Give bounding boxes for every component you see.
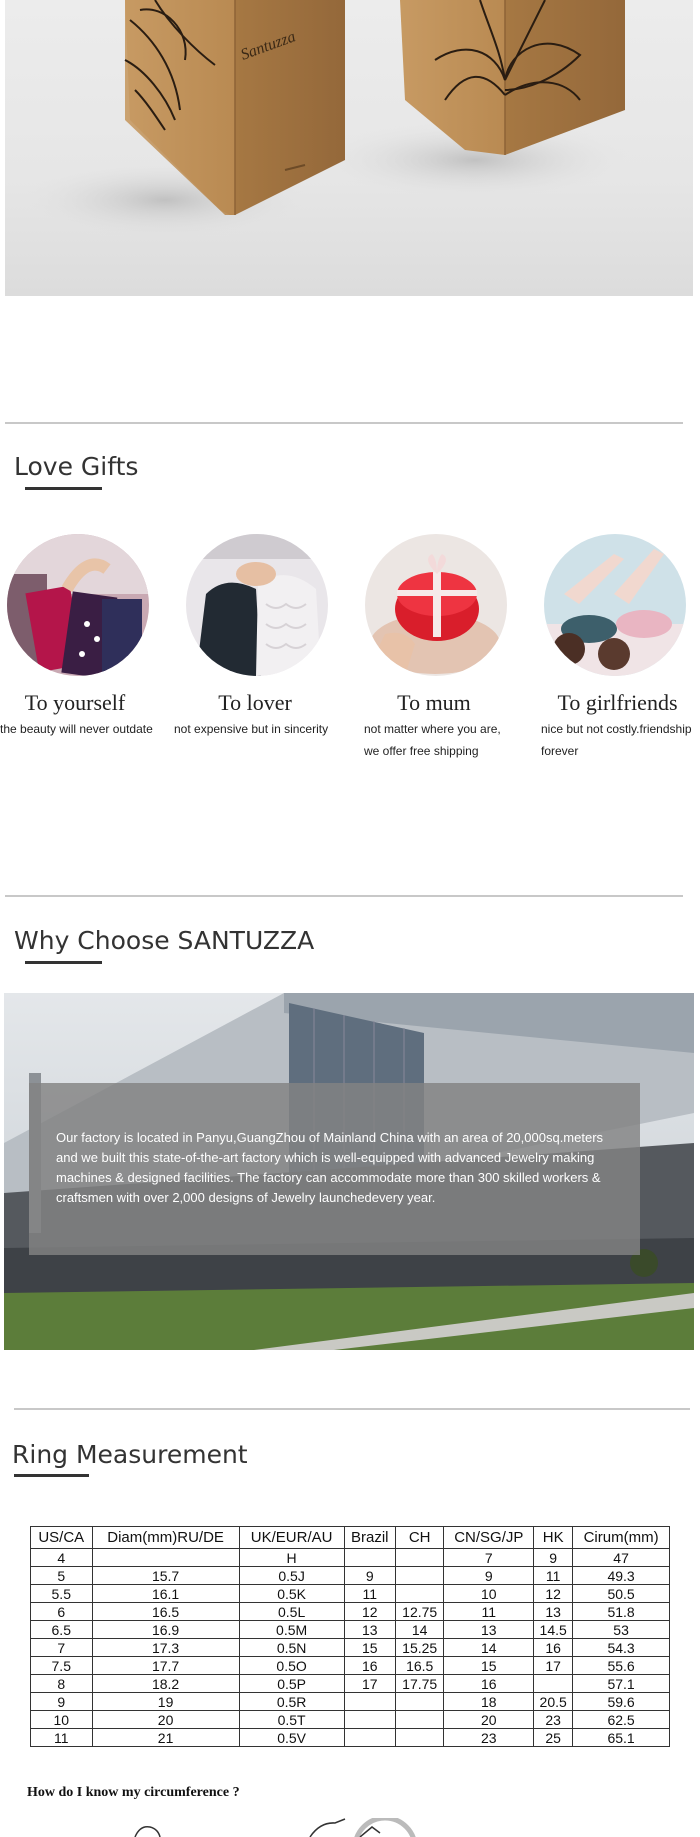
table-cell: 51.8 (573, 1603, 670, 1621)
title-underline (25, 961, 102, 964)
circumference-question: How do I know my circumference ? (27, 1785, 240, 1800)
table-cell: 12 (344, 1603, 395, 1621)
table-cell: 49.3 (573, 1567, 670, 1585)
gift-desc-girlfriends: nice but not costly.friendship forever (541, 722, 692, 758)
table-cell: 11 (534, 1567, 573, 1585)
table-cell: 17.75 (395, 1675, 443, 1693)
table-row (31, 1603, 670, 1621)
table-cell: 7 (31, 1639, 93, 1657)
table-cell: 10 (444, 1585, 534, 1603)
table-row (31, 1549, 670, 1567)
table-cell: 5 (31, 1567, 93, 1585)
table-cell: 5.5 (31, 1585, 93, 1603)
table-cell: 0.5L (239, 1603, 344, 1621)
table-cell: 50.5 (573, 1585, 670, 1603)
table-cell: 18 (444, 1693, 534, 1711)
table-cell: 16 (444, 1675, 534, 1693)
table-cell: 17 (344, 1675, 395, 1693)
section-title-ring-measurement: Ring Measurement (12, 1440, 248, 1469)
title-underline (25, 487, 102, 490)
table-header-row (31, 1527, 670, 1549)
gift-desc-yourself: the beauty will never outdate (0, 722, 153, 736)
table-cell: 17 (534, 1657, 573, 1675)
section-divider (14, 1408, 690, 1410)
table-cell (395, 1585, 443, 1603)
table-cell: 15 (444, 1657, 534, 1675)
table-cell: 17.3 (92, 1639, 239, 1657)
table-row (31, 1675, 670, 1693)
gift-image-couple (186, 534, 328, 676)
table-cell: 20.5 (534, 1693, 573, 1711)
table-cell: 19 (92, 1693, 239, 1711)
gift-image-shopping-bags (7, 534, 149, 676)
table-cell: 47 (573, 1549, 670, 1567)
hero-gift-boxes-image (5, 0, 693, 296)
table-cell: 62.5 (573, 1711, 670, 1729)
gift-title-mum: To mum (397, 690, 471, 715)
table-cell: 9 (534, 1549, 573, 1567)
table-cell: 55.6 (573, 1657, 670, 1675)
table-header-cell: Cirum(mm) (573, 1527, 670, 1549)
table-cell: 10 (31, 1711, 93, 1729)
table-cell: 16.1 (92, 1585, 239, 1603)
gift-desc-mum: not matter where you are, we offer free shipping (364, 722, 501, 758)
gift-image-red-box (365, 534, 507, 676)
table-cell (344, 1729, 395, 1747)
table-cell: 0.5P (239, 1675, 344, 1693)
table-cell: 9 (344, 1567, 395, 1585)
table-cell: 11 (31, 1729, 93, 1747)
table-cell: 12.75 (395, 1603, 443, 1621)
table-cell: 16 (344, 1657, 395, 1675)
table-cell: 14.5 (534, 1621, 573, 1639)
table-cell: 23 (444, 1729, 534, 1747)
gift-boxes-illustration (5, 0, 693, 296)
factory-image (4, 993, 694, 1350)
table-header-cell: Brazil (344, 1527, 395, 1549)
table-row (31, 1693, 670, 1711)
table-cell: 15.7 (92, 1567, 239, 1585)
table-cell: 0.5J (239, 1567, 344, 1585)
table-header-cell: CN/SG/JP (444, 1527, 534, 1549)
ring-table-body (31, 1549, 670, 1747)
table-cell: 16.5 (92, 1603, 239, 1621)
ring-size-table (30, 1526, 670, 1747)
gift-title-girlfriends: To girlfriends (557, 690, 678, 715)
table-cell: 21 (92, 1729, 239, 1747)
section-title-why-choose: Why Choose SANTUZZA (14, 926, 315, 955)
table-cell: 6 (31, 1603, 93, 1621)
table-cell: 0.5K (239, 1585, 344, 1603)
table-cell: 13 (444, 1621, 534, 1639)
factory-description: Our factory is located in Panyu,GuangZhou of Mainland China with an area of 20,000sq.meters and we built this state-of-the-art factory which is well-equipped with advanced Jewelry making machines & designed facilities. The factory can accommodate more than 300 skilled workers & craftsmen with over 2,000 designs of Jewelry launchedevery year. (56, 1130, 604, 1205)
table-cell: 0.5T (239, 1711, 344, 1729)
table-cell: 16.5 (395, 1657, 443, 1675)
table-cell: 14 (395, 1621, 443, 1639)
table-cell (395, 1711, 443, 1729)
table-cell: 59.6 (573, 1693, 670, 1711)
table-cell: 57.1 (573, 1675, 670, 1693)
gift-title-lover: To lover (218, 690, 292, 715)
table-cell (92, 1549, 239, 1567)
table-cell: 8 (31, 1675, 93, 1693)
table-cell: 13 (344, 1621, 395, 1639)
section-divider (5, 895, 683, 897)
table-cell: 17.7 (92, 1657, 239, 1675)
table-header-cell: US/CA (31, 1527, 93, 1549)
table-cell (344, 1549, 395, 1567)
table-cell: 0.5M (239, 1621, 344, 1639)
hand-measuring-illustration (120, 1818, 440, 1837)
table-row (31, 1621, 670, 1639)
table-cell: 15 (344, 1639, 395, 1657)
table-header-cell: CH (395, 1527, 443, 1549)
table-cell: 16 (534, 1639, 573, 1657)
gift-image-girlfriends (544, 534, 686, 676)
table-cell: 25 (534, 1729, 573, 1747)
table-cell: 18.2 (92, 1675, 239, 1693)
table-row (31, 1585, 670, 1603)
table-cell (344, 1693, 395, 1711)
table-cell (395, 1729, 443, 1747)
table-cell: 20 (92, 1711, 239, 1729)
table-cell: 12 (534, 1585, 573, 1603)
table-row (31, 1567, 670, 1585)
table-cell: 6.5 (31, 1621, 93, 1639)
factory-text-overlay (29, 1083, 640, 1255)
table-cell: 14 (444, 1639, 534, 1657)
table-row (31, 1639, 670, 1657)
table-cell: 0.5R (239, 1693, 344, 1711)
table-cell: 65.1 (573, 1729, 670, 1747)
table-cell (395, 1567, 443, 1585)
section-title-love-gifts: Love Gifts (14, 452, 139, 481)
gift-desc-lover: not expensive but in sincerity (174, 722, 329, 736)
table-cell: 20 (444, 1711, 534, 1729)
table-cell: 7 (444, 1549, 534, 1567)
ring-size-chart (30, 1526, 670, 1747)
table-cell: 54.3 (573, 1639, 670, 1657)
table-cell: 13 (534, 1603, 573, 1621)
gift-title-yourself: To yourself (24, 690, 126, 715)
table-cell: H (239, 1549, 344, 1567)
table-cell: 11 (444, 1603, 534, 1621)
table-cell: 4 (31, 1549, 93, 1567)
table-header-cell: HK (534, 1527, 573, 1549)
table-cell: 23 (534, 1711, 573, 1729)
table-header-cell: Diam(mm)RU/DE (92, 1527, 239, 1549)
table-row (31, 1729, 670, 1747)
table-cell: 0.5N (239, 1639, 344, 1657)
title-underline (14, 1474, 89, 1477)
table-cell: 0.5O (239, 1657, 344, 1675)
table-cell: 7.5 (31, 1657, 93, 1675)
table-cell (534, 1675, 573, 1693)
table-cell (344, 1711, 395, 1729)
table-row (31, 1711, 670, 1729)
table-cell: 15.25 (395, 1639, 443, 1657)
box-brand-text: Santuzza (238, 28, 298, 64)
table-header-cell: UK/EUR/AU (239, 1527, 344, 1549)
table-cell: 9 (444, 1567, 534, 1585)
table-cell: 0.5V (239, 1729, 344, 1747)
table-row (31, 1657, 670, 1675)
table-cell: 16.9 (92, 1621, 239, 1639)
table-cell (395, 1693, 443, 1711)
table-cell: 53 (573, 1621, 670, 1639)
table-cell: 9 (31, 1693, 93, 1711)
section-divider (5, 422, 683, 424)
table-cell: 11 (344, 1585, 395, 1603)
table-cell (395, 1549, 443, 1567)
